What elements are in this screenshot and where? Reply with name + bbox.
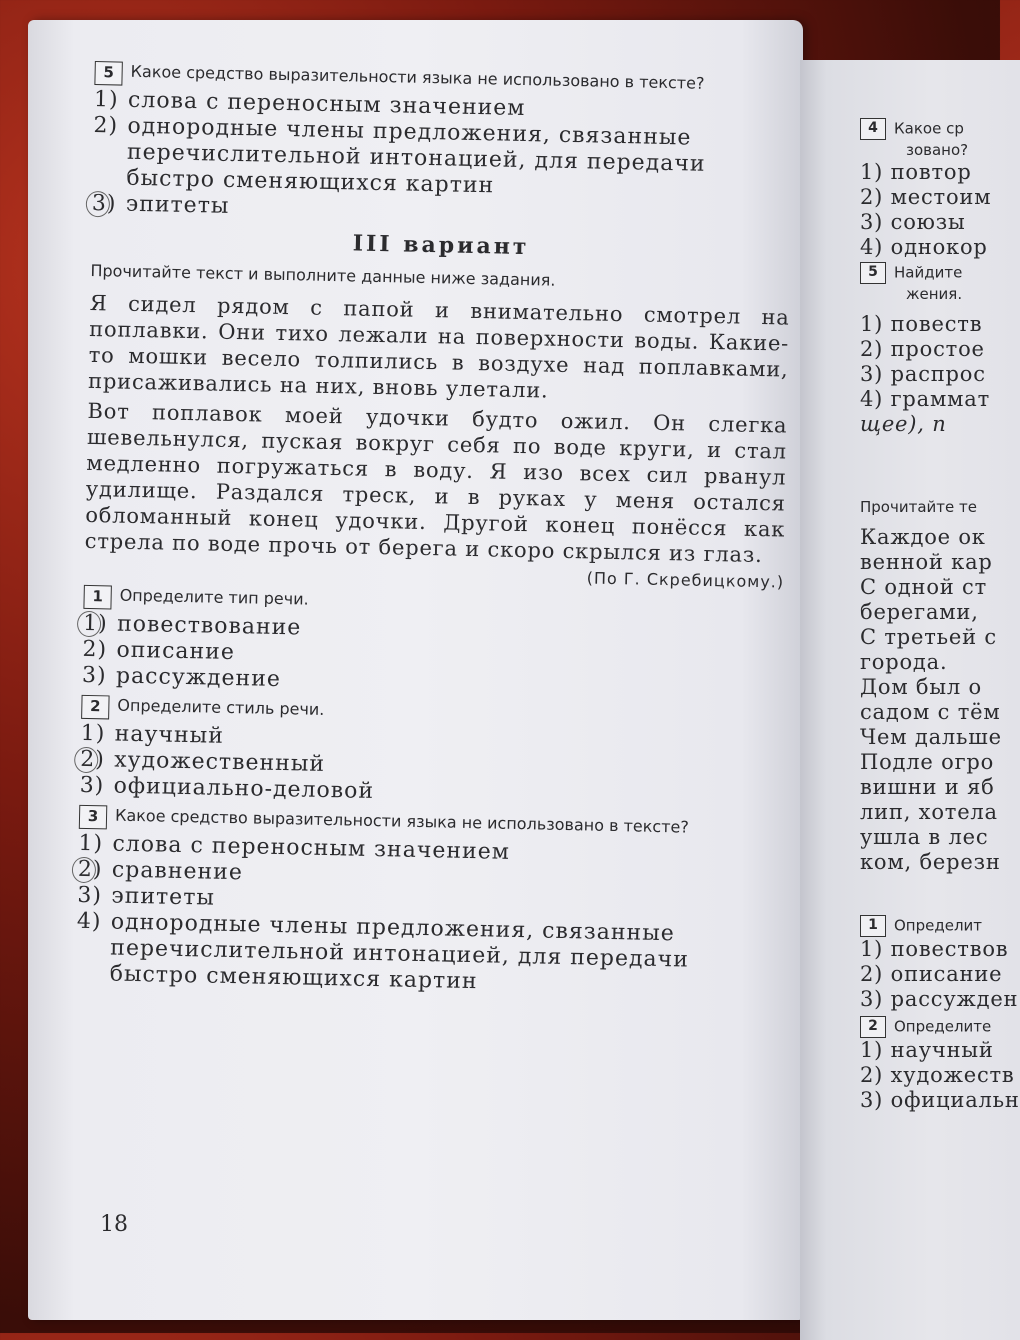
option-number: 1) (80, 720, 106, 747)
option-text: сравнение (111, 857, 244, 886)
option-number: 3) (81, 662, 107, 689)
option: 4) граммат (860, 387, 991, 411)
option: 2) художеств (860, 1063, 1015, 1087)
page-number: 18 (100, 1212, 128, 1237)
option-number: 4) (76, 908, 102, 935)
option: 4) однокор (860, 235, 988, 259)
option: 3) союзы (860, 210, 966, 234)
text-line: С третьей с (860, 625, 997, 649)
text-line: города. (860, 650, 948, 674)
option-number: 1) (93, 86, 119, 113)
option: 3) распрос (860, 362, 986, 386)
option-number: 3) (77, 882, 103, 909)
text-line: лип, хотела (860, 800, 998, 824)
option-number: 2) (93, 112, 119, 139)
text-line: ком, березн (860, 850, 1001, 874)
option: 1) повествов (860, 937, 1009, 961)
option (75, 909, 776, 1002)
option: 1) повеств (860, 312, 983, 336)
text-line: Каждое ок (860, 525, 986, 549)
option (92, 113, 793, 206)
circled-option-number: 3) (92, 191, 127, 218)
right-question-2 (860, 1016, 1000, 1038)
circled-option-number: 2) (80, 747, 115, 774)
text-line: вишни и яб (860, 775, 995, 799)
option-continuation: щее), п (860, 412, 947, 436)
text-paragraph: Вот поплавок моей удочки будто ожил. Он слегка шевельнулся, пуская вокруг себя по воде круги, и стал медленно погружаться в воду. Я изо всех сил рванул удилище. Раздался треск, и в руках у меня остался обломанный конец удочки. Другой конец понёсся как стрела по воде прочь от берега и скоро скрылся из глаз. (84, 398, 788, 568)
question-text: Определит (894, 916, 983, 935)
question-number-box: 3 (79, 805, 107, 830)
option-text: эпитеты (125, 191, 230, 219)
option-text: научный (114, 721, 225, 749)
question-number-box: 2 (860, 1016, 886, 1038)
question-5-options (92, 87, 795, 232)
left-page-content (75, 55, 794, 1001)
question-text: Какое ср (894, 119, 964, 138)
question-1-options (82, 611, 783, 704)
question-text: Какое средство выразительности языка не использовано в тексте? (130, 61, 705, 93)
text-line: Дом был о (860, 675, 982, 699)
text-line: ушла в лес (860, 825, 989, 849)
question-text: Какое средство выразительности языка не использовано в тексте? (114, 805, 690, 837)
author-attribution: (По Г. Скребицкому.) (586, 568, 785, 592)
question-text-line: зовано? (906, 141, 969, 159)
option-text: однородные члены предложения, связанные перечислительной интонацией, для передачи быстро сменяющихся картин (126, 113, 706, 199)
text-paragraph: Я сидел рядом с папой и внимательно смотрел на поплавки. Они тихо лежали на поверхности воды. Какие-то мошки весело толпились в воздухе над поплавками, присаживались на них, вновь улетали. (87, 290, 790, 403)
right-page-content (860, 118, 1020, 1113)
right-question-5 (860, 262, 1000, 284)
option-number: 1) (78, 830, 104, 857)
option-text: повествование (116, 611, 302, 641)
right-question-4 (860, 118, 1000, 140)
circled-option-number: 1) (83, 611, 118, 638)
question-number-box: 4 (860, 118, 886, 140)
text-line: С одной ст (860, 575, 988, 599)
text-line: садом с тём (860, 700, 1001, 724)
question-number-box: 1 (860, 915, 886, 937)
right-question-1 (860, 915, 1000, 937)
option-text: рассуждение (115, 663, 282, 693)
option: 2) местоим (860, 185, 992, 209)
option: 2) простое (860, 337, 985, 361)
option: 1) повтор (860, 160, 972, 184)
question-text: Определите тип речи. (119, 585, 309, 609)
question-text: Найдите (894, 263, 963, 282)
question-text-line: жения. (906, 285, 963, 303)
option: 3) официальн (860, 1088, 1020, 1112)
question-text: Определите (894, 1017, 992, 1036)
text-line: Подле огро (860, 750, 995, 774)
text-line: берегами, (860, 600, 979, 624)
text-line: Чем дальше (860, 725, 1002, 749)
question-text: Определите стиль речи. (117, 695, 325, 719)
option: 1) научный (860, 1038, 994, 1062)
instruction: Прочитайте текст и выполните данные ниже задания. (90, 260, 556, 290)
option: 3) рассужден (860, 987, 1019, 1011)
question-number-box: 2 (81, 695, 109, 720)
question-3-options (75, 831, 778, 1002)
circled-option-number: 2) (78, 857, 113, 884)
option-text: художественный (113, 747, 326, 777)
option-text: слова с переносным значением (112, 831, 511, 865)
question-number-box: 1 (83, 585, 111, 610)
right-instruction: Прочитайте те (860, 498, 977, 516)
option-text: эпитеты (111, 883, 216, 911)
question-number-box: 5 (94, 61, 122, 86)
option: 2) описание (860, 962, 1003, 986)
text-line: венной кар (860, 550, 993, 574)
option-text: официально-деловой (113, 773, 375, 805)
question-number-box: 5 (860, 262, 886, 284)
variant-heading: III вариант (352, 230, 530, 261)
question-2-options (79, 721, 780, 814)
option-number: 3) (79, 772, 105, 799)
option-text: описание (116, 637, 236, 666)
option-text: однородные члены предложения, связанные перечислительной интонацией, для передачи быстро сменяющихся картин (109, 909, 690, 995)
option-text: слова с переносным значением (127, 87, 526, 122)
option-number: 2) (82, 636, 108, 663)
